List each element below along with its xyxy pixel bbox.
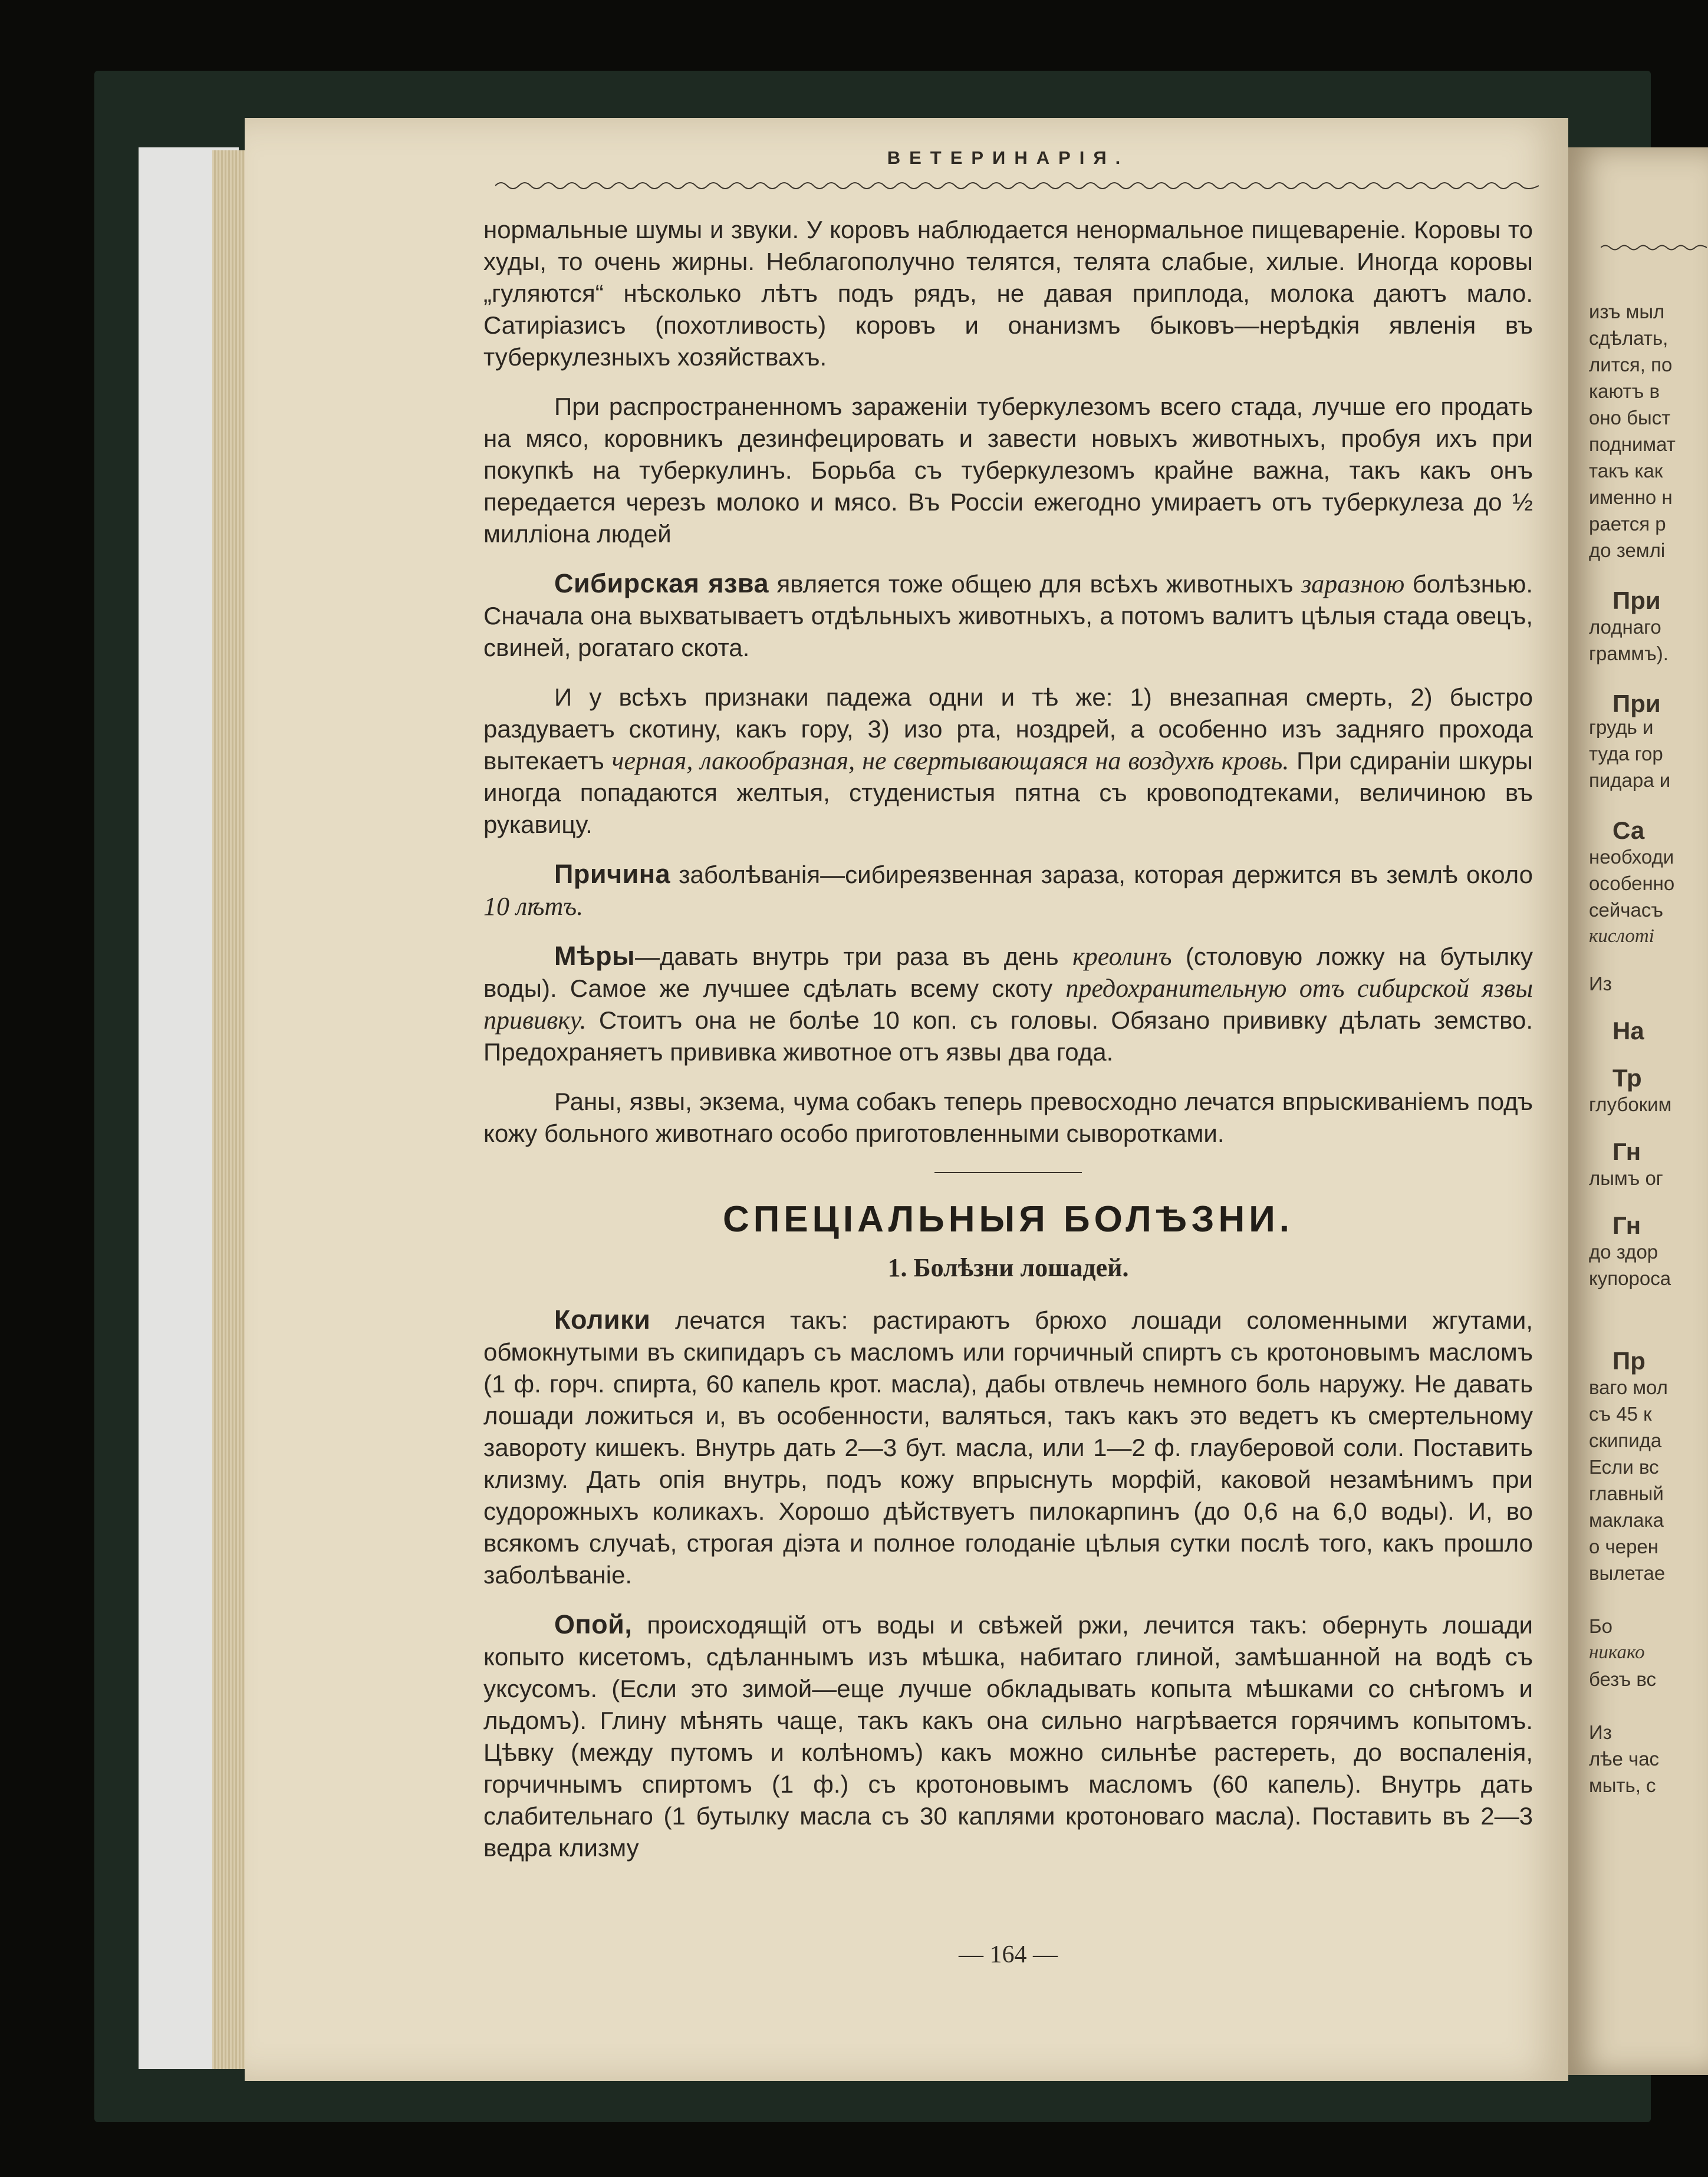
paragraph-anthrax-measures: Мѣры—давать внутрь три раза въ день креолинъ (столовую ложку на бутылку воды). Самое же лучшее сдѣлать всему скоту предохранительную отъ сибирской язвы прививку. Стоитъ она не болѣе 10 коп. съ головы. Обязано прививку дѣлать земство. Предохраняетъ прививка животное отъ язвы два года.	[483, 941, 1533, 1066]
right-page-line: На	[1612, 1017, 1644, 1045]
subsection-title: 1. Болѣзни лошадей.	[887, 1253, 1129, 1282]
paragraph-tuberculosis-measures: При распространенномъ зараженіи туберкулезомъ всего стада, лучше его продать на мясо, коровникъ дезинфецировать и завести новыхъ животныхъ, пробуя ихъ при покупкѣ на туберкулинъ. Борьба съ туберкулезомъ крайне важна, такъ какъ онъ передается черезъ молоко и мясо. Въ Россіи ежегодно умираетъ отъ туберкулеза до ½ милліона людей	[483, 393, 1533, 548]
section-title: СПЕЦІАЛЬНЫЯ БОЛѢЗНИ.	[722, 1199, 1294, 1240]
right-page-line: рается р	[1589, 513, 1666, 535]
right-page-line: необходи	[1589, 846, 1674, 868]
right-page-line: сейчасъ	[1589, 899, 1663, 921]
right-page-line: При	[1612, 587, 1661, 614]
right-page-line: пидара и	[1589, 769, 1671, 791]
right-page-line: лится, по	[1589, 354, 1673, 376]
right-page-line: такъ как	[1589, 460, 1663, 482]
right-page-line: мыть, с	[1589, 1774, 1656, 1796]
right-page-line: Из	[1589, 973, 1612, 994]
right-page-line: кислоті	[1589, 926, 1654, 947]
right-page-line: оно быст	[1589, 407, 1671, 429]
paragraph-anthrax-cause: Причина заболѣванія—сибиреязвенная зараза, которая держится въ землѣ около 10 лѣтъ.	[483, 859, 1533, 921]
paragraph-serum: Раны, язвы, экзема, чума собакъ теперь превосходно лечатся впрыскиваніемъ подъ кожу больного животнаго особо приготовленными сыворотками.	[483, 1088, 1533, 1147]
term-measures: Мѣры	[554, 941, 636, 971]
right-page-line: о черен	[1589, 1536, 1658, 1557]
right-page-line: поднимат	[1589, 433, 1676, 455]
right-page-line: лымъ ог	[1589, 1167, 1663, 1189]
term-colic: Колики	[554, 1305, 651, 1335]
paragraph-laminitis: Опой, происходящій отъ воды и свѣжей ржи, лечится такъ: обернуть лошади копыто кисетомъ, сдѣланнымъ изъ мѣшка, набитаго глиной, замѣшанной на водѣ съ уксусомъ. (Если это зимой—еще лучше обкладывать копыта мѣшками со снѣгомъ и льдомъ). Глину мѣнять чаще, такъ какъ она сильно нагрѣвается горячимъ копытомъ. Цѣвку (между путомъ и колѣномъ) какъ можно сильнѣе растереть, до воспаленія, горчичнымъ спиртомъ (1 ф.) съ кротоновымъ масломъ (60 капель). Внутрь дать слабительнаго (1 бутылку масла съ 30 каплями кротоноваго масла). Поставить въ 2—3 ведра клизму	[483, 1609, 1533, 1862]
header-wavy-rule	[495, 177, 1539, 195]
right-page-line: безъ вс	[1589, 1668, 1657, 1690]
right-page-line: главный	[1589, 1483, 1664, 1504]
right-page-line: глубоким	[1589, 1094, 1672, 1115]
paragraph-tuberculosis-symptoms: нормальные шумы и звуки. У коровъ наблюдается ненормальное пищевареніе. Коровы то худы, то очень жирны. Неблагополучно телятся, телята слабые, хилые. Иногда коровы „гуляются“ нѣсколько лѣтъ подъ рядъ, не давая приплода, молока даютъ мало. Сатиріазисъ (похотливость) коровъ и онанизмъ быковъ—нерѣдкія явленія въ туберкулезныхъ хозяйствахъ.	[483, 216, 1533, 371]
right-page-line: купороса	[1589, 1267, 1671, 1289]
paragraph-anthrax-intro: Сибирская язва является тоже общею для всѣхъ животныхъ заразною болѣзнью. Сначала она выхватываетъ отдѣльныхъ животныхъ, а потомъ валитъ цѣлыя стада овецъ, свиней, рогатаго скота.	[483, 568, 1533, 661]
paragraph-colic: Колики лечатся такъ: растираютъ брюхо лошади соломенными жгутами, обмокнутыми въ скипидаръ съ масломъ или горчичный спиртъ съ кротоновымъ масломъ (1 ф. горч. спирта, 60 капель крот. масла), дабы отвлечь немного боль наружу. Не давать лошади ложиться и, въ особенности, валяться, такъ какъ это ведетъ къ смертельному завороту кишекъ. Внутрь дать 2—3 бут. масла, или 1—2 ф. глауберовой соли. Поставить клизму. Дать опія внутрь, подъ кожу впрыснуть морфій, каковой незамѣнимъ при судорожныхъ коликахъ. Хорошо дѣйствуетъ пилокарпинъ (до 0,6 на 6,0 воды). И, во всякомъ случаѣ, строгая діэта и полное голоданіе цѣлыя сутки послѣ того, какъ прошло заболѣваніе.	[483, 1305, 1533, 1589]
right-page-line: именно н	[1589, 486, 1673, 508]
running-header: ВЕТЕРИНАРІЯ.	[887, 147, 1130, 168]
right-page-line: граммъ).	[1589, 643, 1668, 664]
right-page-line: Тр	[1612, 1064, 1642, 1092]
right-page	[1568, 147, 1708, 2075]
right-page-line: Пр	[1612, 1347, 1646, 1375]
page-number: — 164 —	[959, 1941, 1058, 1968]
right-page-line: грудь и	[1589, 716, 1654, 738]
right-page-line: вылетае	[1589, 1562, 1666, 1584]
right-page-line: Гн	[1612, 1211, 1641, 1239]
right-page-line: сдѣлать,	[1589, 327, 1668, 349]
right-page-line: маклака	[1589, 1509, 1664, 1531]
body-text	[483, 214, 1533, 1882]
right-page-line: изъ мыл	[1589, 301, 1665, 322]
right-page-line: Бо	[1589, 1615, 1613, 1637]
term-anthrax: Сибирская язва	[554, 568, 769, 598]
right-page-line: туда гор	[1589, 743, 1663, 765]
right-page-line: Если вс	[1589, 1456, 1659, 1478]
section-divider	[934, 1172, 1082, 1173]
right-page-line: съ 45 к	[1589, 1403, 1652, 1425]
right-page-line: лѣе час	[1589, 1748, 1660, 1770]
term-laminitis: Опой,	[554, 1609, 633, 1639]
right-page-line: до землі	[1589, 539, 1666, 561]
right-page-line: скипида	[1589, 1430, 1662, 1451]
right-page-line: Са	[1612, 816, 1645, 844]
term-cause: Причина	[554, 859, 670, 889]
right-page-line: ваго мол	[1589, 1376, 1668, 1398]
right-page-header-rule	[1601, 242, 1707, 253]
right-page-line: каютъ в	[1589, 380, 1660, 402]
right-page-line: до здор	[1589, 1241, 1658, 1263]
right-page-line: особенно	[1589, 872, 1675, 894]
right-page-line: никако	[1589, 1642, 1645, 1663]
right-page-line: лоднаго	[1589, 616, 1661, 638]
paragraph-anthrax-signs: И у всѣхъ признаки падежа одни и тѣ же: 1) внезапная смерть, 2) быстро раздуваетъ скотину, какъ гору, 3) изо рта, ноздрей, а особенно изъ задняго прохода вытекаетъ черная, лакообразная, не свертывающаяся на воздухѣ кровь. При сдираніи шкуры иногда попадаются желтыя, студенистыя пятна съ кровоподтеками, величиною въ рукавицу.	[483, 683, 1533, 838]
right-page-line: Из	[1589, 1721, 1612, 1743]
right-page-line: При	[1612, 690, 1661, 717]
right-page-line: Гн	[1612, 1138, 1641, 1165]
